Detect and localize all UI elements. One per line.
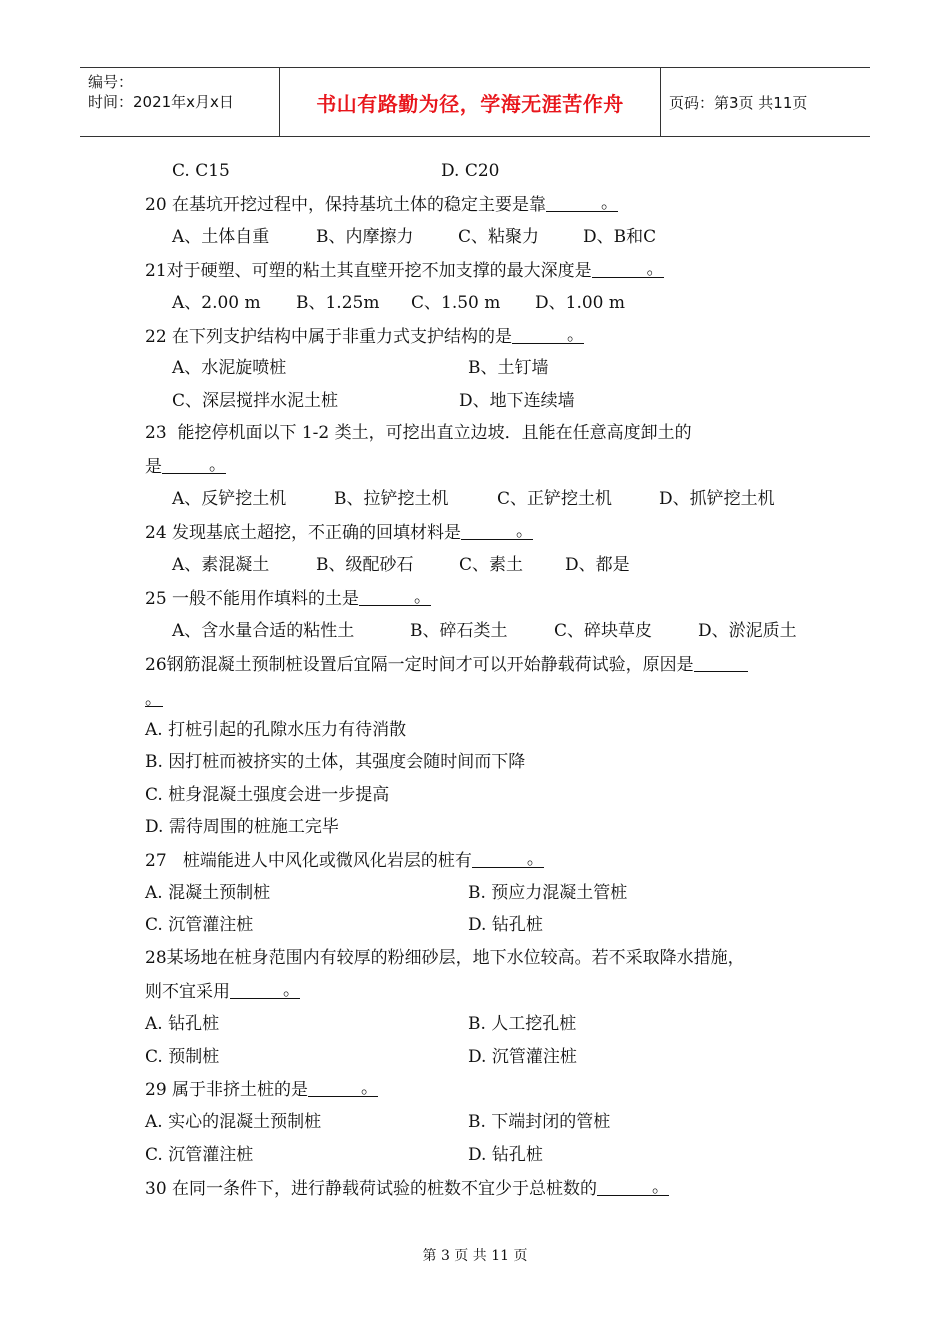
question-number: 24 [145, 523, 167, 543]
option-text: B、土钉墙 [468, 358, 549, 378]
question-line [145, 1078, 378, 1101]
question-line [145, 587, 431, 610]
blank-period: 。 [283, 980, 300, 1000]
question-text: 发现基底土超挖，不正确的回填材料是 [166, 523, 462, 543]
question-number: 25 [145, 589, 167, 609]
question-text: 在下列支护结构中属于非重力式支护结构的是 [166, 327, 513, 347]
page-footer: 第 3 页 共 11 页 [422, 1248, 528, 1264]
option-text: B、内摩擦力 [316, 227, 414, 247]
question-number: 30 [145, 1179, 167, 1199]
option-text: C、粘聚力 [458, 227, 540, 247]
option-text: C、碎块草皮 [554, 621, 653, 641]
question-line [145, 947, 745, 969]
question-line [145, 259, 664, 282]
option-text: C、深层搅拌水泥土桩 [172, 391, 339, 411]
answer-blank[interactable] [546, 193, 618, 212]
option-text: B、级配砂石 [316, 555, 414, 575]
option-text: C、正铲挖土机 [497, 489, 613, 509]
blank-period: 。 [646, 259, 664, 279]
answer-blank[interactable] [230, 980, 300, 999]
option-text: D、地下连续墙 [459, 391, 575, 411]
option-text: A. 实心的混凝土预制桩 [145, 1112, 322, 1132]
option-text: A. 钻孔桩 [145, 1014, 220, 1034]
answer-blank[interactable] [472, 849, 544, 868]
blank-period: 。 [652, 1177, 670, 1197]
text-line [145, 816, 339, 838]
question-text: 则不宜采用 [145, 982, 230, 1002]
question-line [145, 849, 544, 872]
header-motto: 书山有路勤为径，学海无涯苦作舟 [280, 68, 661, 136]
question-text: D. 需待周围的桩施工完毕 [145, 817, 339, 837]
answer-blank[interactable] [461, 521, 533, 540]
question-number: 26 [145, 655, 167, 675]
option-text: B. 下端封闭的管桩 [468, 1112, 611, 1132]
answer-blank[interactable] [359, 587, 431, 606]
text-line [145, 686, 163, 708]
text-line [172, 160, 230, 182]
option-text: D、抓铲挖土机 [659, 489, 775, 509]
text-line [145, 784, 389, 806]
option-text: A、反铲挖土机 [172, 489, 287, 509]
question-number: 27 [145, 851, 167, 871]
blank-period: 。 [414, 587, 432, 607]
answer-blank[interactable] [162, 455, 226, 474]
option-text: A、素混凝土 [172, 555, 270, 575]
code-label: 编号： [88, 73, 134, 91]
question-text: C. C15 [172, 161, 230, 181]
option-text: C、1.50 m [411, 293, 501, 313]
text-line [145, 980, 300, 1003]
blank-period: 。 [601, 193, 619, 213]
question-line [145, 422, 692, 444]
question-text: 某场地在桩身范围内有较厚的粉细砂层，地下水位较高。若不采取降水措施， [166, 948, 745, 968]
question-text: 是 [145, 457, 162, 477]
option-text: A、2.00 m [172, 293, 261, 313]
question-text: A. 打桩引起的孔隙水压力有待消散 [145, 720, 407, 740]
blank-period: 。 [145, 689, 162, 709]
option-text: A、水泥旋喷桩 [172, 358, 287, 378]
question-line [145, 521, 533, 544]
option-text: D. 沉管灌注桩 [468, 1047, 577, 1067]
answer-blank[interactable] [694, 653, 748, 672]
option-text: B、拉铲挖土机 [334, 489, 449, 509]
question-text: 钢筋混凝土预制桩设置后宜隔一定时间才可以开始静载荷试验，原因是 [166, 655, 694, 675]
option-text: D. C20 [441, 161, 500, 181]
question-text: 属于非挤土桩的是 [166, 1080, 309, 1100]
question-line [145, 193, 618, 216]
answer-blank[interactable] [597, 1177, 669, 1196]
answer-blank[interactable] [145, 688, 163, 707]
blank-period: 。 [361, 1078, 379, 1098]
option-text: B. 预应力混凝土管桩 [468, 883, 628, 903]
question-text: 在同一条件下，进行静载荷试验的桩数不宜少于总桩数的 [166, 1179, 598, 1199]
question-line [145, 325, 584, 348]
question-text: C. 桩身混凝土强度会进一步提高 [145, 785, 390, 805]
answer-blank[interactable] [592, 259, 664, 278]
question-number: 21 [145, 261, 167, 281]
text-line [145, 455, 226, 478]
option-text: C、素土 [459, 555, 524, 575]
header-left-cell [80, 68, 280, 136]
option-text: D、淤泥质土 [698, 621, 797, 641]
question-text: 一般不能用作填料的土是 [166, 589, 360, 609]
option-text: A. 混凝土预制桩 [145, 883, 271, 903]
option-text: B、1.25m [296, 293, 380, 313]
option-text: C. 沉管灌注桩 [145, 915, 254, 935]
question-number: 22 [145, 327, 167, 347]
option-text: D、都是 [565, 555, 630, 575]
question-number: 20 [145, 195, 167, 215]
question-number: 29 [145, 1080, 167, 1100]
answer-blank[interactable] [308, 1078, 378, 1097]
option-text: D、B和C [583, 227, 657, 247]
option-text: A、含水量合适的粘性土 [172, 621, 355, 641]
blank-period: 。 [567, 325, 585, 345]
option-text: A、土体自重 [172, 227, 270, 247]
question-line [145, 1177, 669, 1200]
option-text: B. 人工挖孔桩 [468, 1014, 577, 1034]
question-text: 对于硬塑、可塑的粘土其直壁开挖不加支撑的最大深度是 [166, 261, 592, 281]
question-number: 23 [145, 423, 167, 443]
blank-period: 。 [526, 849, 544, 869]
question-text: 桩端能进人中风化或微风化岩层的桩有 [166, 851, 472, 871]
answer-blank[interactable] [512, 325, 584, 344]
page-header [80, 67, 870, 137]
text-line [145, 719, 406, 741]
question-text: 在基坑开挖过程中，保持基坑土体的稳定主要是靠 [166, 195, 547, 215]
question-text: 能挖停机面以下 1-2 类土，可挖出直立边坡．且能在任意高度卸土的 [166, 423, 692, 443]
blank-period: 。 [516, 521, 534, 541]
question-number: 28 [145, 948, 167, 968]
date-label: 时间：2021年x月x日 [88, 93, 234, 111]
option-text: D. 钻孔桩 [468, 915, 543, 935]
option-text: C. 预制桩 [145, 1047, 220, 1067]
question-text: B. 因打桩而被挤实的土体，其强度会随时间而下降 [145, 752, 526, 772]
option-text: D. 钻孔桩 [468, 1145, 543, 1165]
blank-period: 。 [209, 455, 226, 475]
text-line [145, 751, 525, 773]
question-line [145, 653, 748, 676]
option-text: D、1.00 m [535, 293, 626, 313]
option-text: B、碎石类土 [410, 621, 508, 641]
option-text: C. 沉管灌注桩 [145, 1145, 254, 1165]
header-page-info: 页码：第3页 共11页 [669, 93, 808, 112]
